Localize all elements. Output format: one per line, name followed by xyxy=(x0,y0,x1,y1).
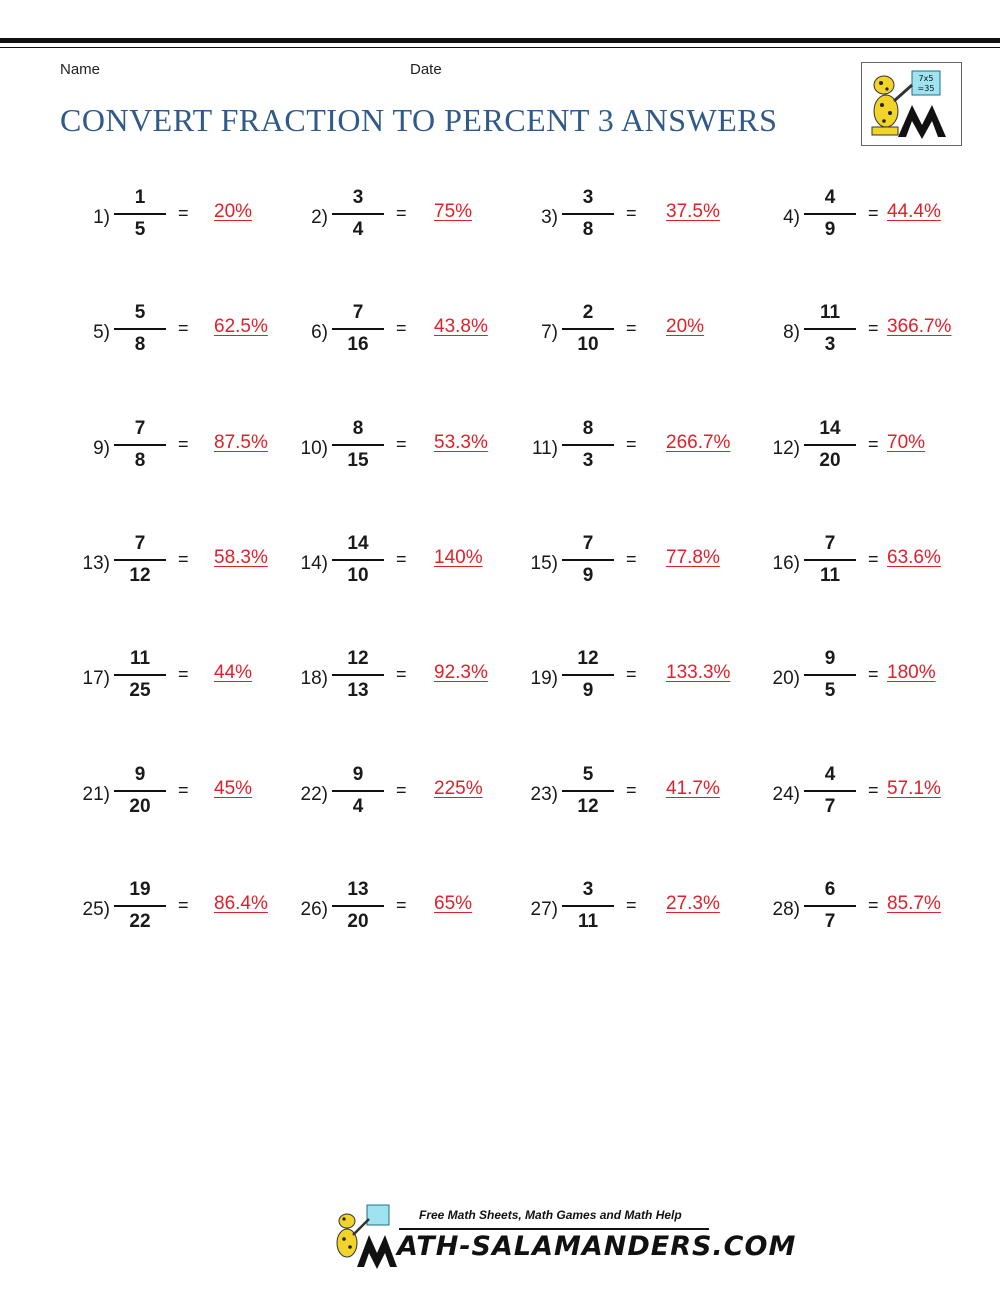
fraction-bar xyxy=(114,905,166,907)
problem-number: 13) xyxy=(82,552,110,574)
problem-item xyxy=(218,877,473,947)
fraction-denominator: 4 xyxy=(352,219,364,240)
problem-number: 22) xyxy=(300,783,328,805)
fraction-bar xyxy=(114,790,166,792)
fraction-denominator: 20 xyxy=(129,795,151,817)
problem-number: 8) xyxy=(783,322,800,344)
problem-number: 6) xyxy=(311,322,328,344)
fraction-bar xyxy=(332,328,384,330)
fraction-bar xyxy=(804,905,856,907)
problem-item xyxy=(0,416,268,486)
footer-site-name: ATH-SALAMANDERS.COM xyxy=(397,1231,797,1262)
problem-item xyxy=(690,877,941,947)
problem-number: 1) xyxy=(93,207,110,228)
answer-value: 27.3% xyxy=(666,892,720,914)
problem-number: 7) xyxy=(541,322,558,344)
fraction xyxy=(114,416,166,474)
fraction xyxy=(804,762,856,820)
problem-item xyxy=(690,300,952,370)
problem-number: 20) xyxy=(772,668,800,690)
fraction-bar xyxy=(804,213,856,215)
equals-sign: = xyxy=(626,203,637,223)
footer-salamander-icon xyxy=(327,1203,399,1269)
fraction-denominator: 15 xyxy=(347,449,369,471)
fraction-denominator: 5 xyxy=(824,680,836,702)
fraction xyxy=(332,185,384,243)
problem-number: 27) xyxy=(530,898,558,920)
answer-value: 86.4% xyxy=(214,892,268,914)
fraction-numerator: 4 xyxy=(824,187,836,208)
equals-sign: = xyxy=(626,433,637,454)
equals-sign: = xyxy=(396,548,407,569)
fraction-denominator: 9 xyxy=(582,564,594,586)
answer-value: 87.5% xyxy=(214,431,268,453)
fraction-numerator: 14 xyxy=(819,417,841,439)
problem-item xyxy=(690,531,941,601)
fraction-numerator: 14 xyxy=(347,532,369,554)
fraction-numerator: 3 xyxy=(582,878,594,900)
fraction xyxy=(562,762,614,820)
problem-item xyxy=(448,416,731,486)
problem-number: 5) xyxy=(93,322,110,344)
fraction-numerator: 11 xyxy=(129,648,151,670)
fraction xyxy=(114,646,166,704)
fraction-numerator: 2 xyxy=(582,302,594,324)
equals-sign: = xyxy=(396,779,407,800)
answer-value: 53.3% xyxy=(434,431,488,453)
equals-sign: = xyxy=(626,548,637,569)
problem-number: 11) xyxy=(531,437,558,459)
fraction-bar xyxy=(562,213,614,215)
problem-number: 12) xyxy=(772,437,800,459)
fraction-denominator: 9 xyxy=(824,219,836,240)
answer-value: 85.7% xyxy=(887,892,941,914)
fraction-bar xyxy=(562,674,614,676)
problem-item xyxy=(690,762,941,832)
fraction-denominator: 8 xyxy=(134,334,146,356)
fraction-denominator: 12 xyxy=(129,564,151,586)
fraction-denominator: 12 xyxy=(577,795,599,817)
problem-item xyxy=(218,646,488,716)
fraction-numerator: 5 xyxy=(582,763,594,785)
equals-sign: = xyxy=(626,318,637,339)
fraction-bar xyxy=(562,328,614,330)
fraction-numerator: 11 xyxy=(819,302,841,324)
fraction-numerator: 7 xyxy=(134,532,146,554)
equals-sign: = xyxy=(178,779,189,800)
problem-item xyxy=(0,762,253,832)
problem-number: 17) xyxy=(82,668,110,690)
answer-value: 44.4% xyxy=(887,201,941,222)
problem-item xyxy=(448,762,720,832)
footer-logo xyxy=(327,1203,797,1269)
fraction-denominator: 8 xyxy=(134,449,146,471)
equals-sign: = xyxy=(396,433,407,454)
fraction-denominator: 10 xyxy=(347,564,369,586)
fraction-numerator: 9 xyxy=(352,763,364,785)
fraction-bar xyxy=(332,559,384,561)
problem-number: 28) xyxy=(772,898,800,920)
problem-number: 3) xyxy=(541,207,558,228)
problem-number: 21) xyxy=(82,783,110,805)
fraction xyxy=(804,300,856,358)
equals-sign: = xyxy=(396,664,407,685)
fraction-bar xyxy=(562,790,614,792)
fraction-denominator: 7 xyxy=(824,795,836,817)
problem-item xyxy=(218,185,473,255)
problem-number: 24) xyxy=(772,783,800,805)
equals-sign: = xyxy=(868,894,879,915)
answer-value: 43.8% xyxy=(434,316,488,338)
problem-number: 23) xyxy=(530,783,558,805)
fraction xyxy=(332,877,384,935)
fraction-numerator: 7 xyxy=(352,302,364,324)
fraction-denominator: 25 xyxy=(129,680,151,702)
answer-value: 63.6% xyxy=(887,546,941,568)
fraction-numerator: 7 xyxy=(824,532,836,554)
fraction xyxy=(114,531,166,589)
fraction-numerator: 5 xyxy=(134,302,146,324)
equals-sign: = xyxy=(396,894,407,915)
fraction-denominator: 13 xyxy=(347,680,369,702)
fraction-numerator: 9 xyxy=(134,763,146,785)
fraction-bar xyxy=(332,213,384,215)
fraction-denominator: 8 xyxy=(582,219,594,240)
fraction xyxy=(332,416,384,474)
answer-value: 77.8% xyxy=(666,546,720,568)
fraction-denominator: 9 xyxy=(582,680,594,702)
answer-value: 20% xyxy=(214,201,253,222)
fraction-denominator: 22 xyxy=(129,910,151,932)
problem-item xyxy=(690,185,941,255)
problem-item xyxy=(0,531,268,601)
fraction xyxy=(114,877,166,935)
answer-value: 41.7% xyxy=(666,777,720,799)
date-label: Date xyxy=(410,61,442,78)
logo-text-bottom: =35 xyxy=(917,84,935,93)
answer-value: 62.5% xyxy=(214,316,268,338)
equals-sign: = xyxy=(178,664,189,685)
answer-value: 266.7% xyxy=(666,431,731,453)
problem-number: 4) xyxy=(783,207,800,228)
fraction xyxy=(562,416,614,474)
problem-item xyxy=(448,531,720,601)
problem-item xyxy=(218,762,483,832)
answer-value: 44% xyxy=(214,662,253,684)
answer-value: 45% xyxy=(214,777,253,799)
problem-item xyxy=(448,185,720,255)
fraction-numerator: 7 xyxy=(134,417,146,439)
fraction xyxy=(114,300,166,358)
problem-item xyxy=(448,877,720,947)
fraction-denominator: 4 xyxy=(352,795,364,817)
fraction-numerator: 13 xyxy=(347,878,369,900)
problem-number: 19) xyxy=(530,668,558,690)
problem-item xyxy=(448,300,705,370)
fraction-denominator: 7 xyxy=(824,910,836,932)
fraction xyxy=(332,646,384,704)
fraction-numerator: 9 xyxy=(824,648,836,670)
answer-value: 180% xyxy=(887,662,936,684)
fraction xyxy=(804,416,856,474)
equals-sign: = xyxy=(626,664,637,685)
fraction-numerator: 8 xyxy=(582,417,594,439)
answer-value: 70% xyxy=(887,431,926,453)
fraction-bar xyxy=(114,444,166,446)
fraction xyxy=(804,877,856,935)
fraction-numerator: 6 xyxy=(824,878,836,900)
fraction-denominator: 3 xyxy=(582,449,594,471)
answer-value: 57.1% xyxy=(887,777,941,799)
fraction-bar xyxy=(562,905,614,907)
fraction xyxy=(562,877,614,935)
answer-value: 133.3% xyxy=(666,662,731,684)
answer-value: 92.3% xyxy=(434,662,488,684)
answer-value: 366.7% xyxy=(887,316,952,338)
problem-item xyxy=(218,531,483,601)
problem-item xyxy=(218,416,488,486)
fraction xyxy=(114,185,166,243)
problem-item xyxy=(0,646,253,716)
fraction-denominator: 10 xyxy=(577,334,599,356)
fraction xyxy=(804,646,856,704)
fraction-bar xyxy=(804,444,856,446)
fraction xyxy=(562,185,614,243)
problem-item xyxy=(690,646,936,716)
fraction-denominator: 11 xyxy=(577,910,599,932)
problem-number: 25) xyxy=(82,898,110,920)
equals-sign: = xyxy=(868,779,879,800)
fraction-bar xyxy=(804,790,856,792)
equals-sign: = xyxy=(868,664,879,685)
equals-sign: = xyxy=(626,779,637,800)
top-thick-rule xyxy=(0,38,1000,43)
top-thin-rule xyxy=(0,47,1000,48)
fraction-numerator: 4 xyxy=(824,763,836,785)
fraction xyxy=(114,762,166,820)
salamander-logo xyxy=(861,62,962,146)
fraction-bar xyxy=(114,674,166,676)
name-label: Name xyxy=(60,61,101,78)
equals-sign: = xyxy=(868,203,879,223)
fraction-denominator: 11 xyxy=(819,564,841,586)
fraction xyxy=(562,300,614,358)
problem-number: 26) xyxy=(300,898,328,920)
fraction-bar xyxy=(332,790,384,792)
equals-sign: = xyxy=(626,894,637,915)
fraction-bar xyxy=(114,213,166,215)
fraction-denominator: 5 xyxy=(134,219,146,240)
fraction-bar xyxy=(332,444,384,446)
problem-number: 10) xyxy=(300,437,328,459)
equals-sign: = xyxy=(178,318,189,339)
fraction-numerator: 3 xyxy=(582,187,594,208)
answer-value: 225% xyxy=(434,777,483,799)
fraction-bar xyxy=(562,444,614,446)
problem-item xyxy=(448,646,731,716)
fraction-numerator: 1 xyxy=(134,187,146,208)
fraction-bar xyxy=(114,328,166,330)
fraction-bar xyxy=(114,559,166,561)
equals-sign: = xyxy=(396,203,407,223)
fraction-denominator: 20 xyxy=(347,910,369,932)
answer-value: 65% xyxy=(434,892,473,914)
logo-text-top: 7x5 xyxy=(918,74,934,83)
equals-sign: = xyxy=(868,548,879,569)
equals-sign: = xyxy=(868,318,879,339)
footer-rule xyxy=(399,1228,709,1230)
problem-item xyxy=(690,416,926,486)
equals-sign: = xyxy=(178,894,189,915)
fraction-bar xyxy=(804,559,856,561)
problem-number: 18) xyxy=(300,668,328,690)
fraction-bar xyxy=(332,674,384,676)
fraction-denominator: 3 xyxy=(824,334,836,356)
fraction-denominator: 20 xyxy=(819,449,841,471)
answer-value: 20% xyxy=(666,316,705,338)
equals-sign: = xyxy=(396,318,407,339)
problem-number: 14) xyxy=(300,552,328,574)
fraction xyxy=(562,531,614,589)
fraction-numerator: 12 xyxy=(347,648,369,670)
answer-value: 58.3% xyxy=(214,546,268,568)
fraction-numerator: 19 xyxy=(129,878,151,900)
fraction xyxy=(562,646,614,704)
answer-value: 37.5% xyxy=(666,201,720,222)
fraction xyxy=(804,531,856,589)
problem-item xyxy=(0,185,253,255)
equals-sign: = xyxy=(178,433,189,454)
fraction-numerator: 3 xyxy=(352,187,364,208)
problem-item xyxy=(218,300,488,370)
fraction-numerator: 7 xyxy=(582,532,594,554)
fraction-denominator: 16 xyxy=(347,334,369,356)
problem-number: 2) xyxy=(311,207,328,228)
fraction xyxy=(332,762,384,820)
equals-sign: = xyxy=(868,433,879,454)
problem-number: 16) xyxy=(772,552,800,574)
problem-number: 15) xyxy=(530,552,558,574)
fraction xyxy=(332,531,384,589)
fraction-numerator: 12 xyxy=(577,648,599,670)
answer-value: 140% xyxy=(434,546,483,568)
fraction-bar xyxy=(562,559,614,561)
answer-value: 75% xyxy=(434,201,473,222)
page-title: CONVERT FRACTION TO PERCENT 3 ANSWERS xyxy=(60,102,778,138)
fraction xyxy=(332,300,384,358)
equals-sign: = xyxy=(178,548,189,569)
footer-tagline: Free Math Sheets, Math Games and Math Help xyxy=(419,1208,682,1222)
problem-item xyxy=(0,877,268,947)
fraction-numerator: 8 xyxy=(352,417,364,439)
fraction-bar xyxy=(804,674,856,676)
fraction-bar xyxy=(804,328,856,330)
fraction xyxy=(804,185,856,243)
problem-item xyxy=(0,300,268,370)
equals-sign: = xyxy=(178,203,189,223)
problem-number: 9) xyxy=(93,437,110,459)
fraction-bar xyxy=(332,905,384,907)
